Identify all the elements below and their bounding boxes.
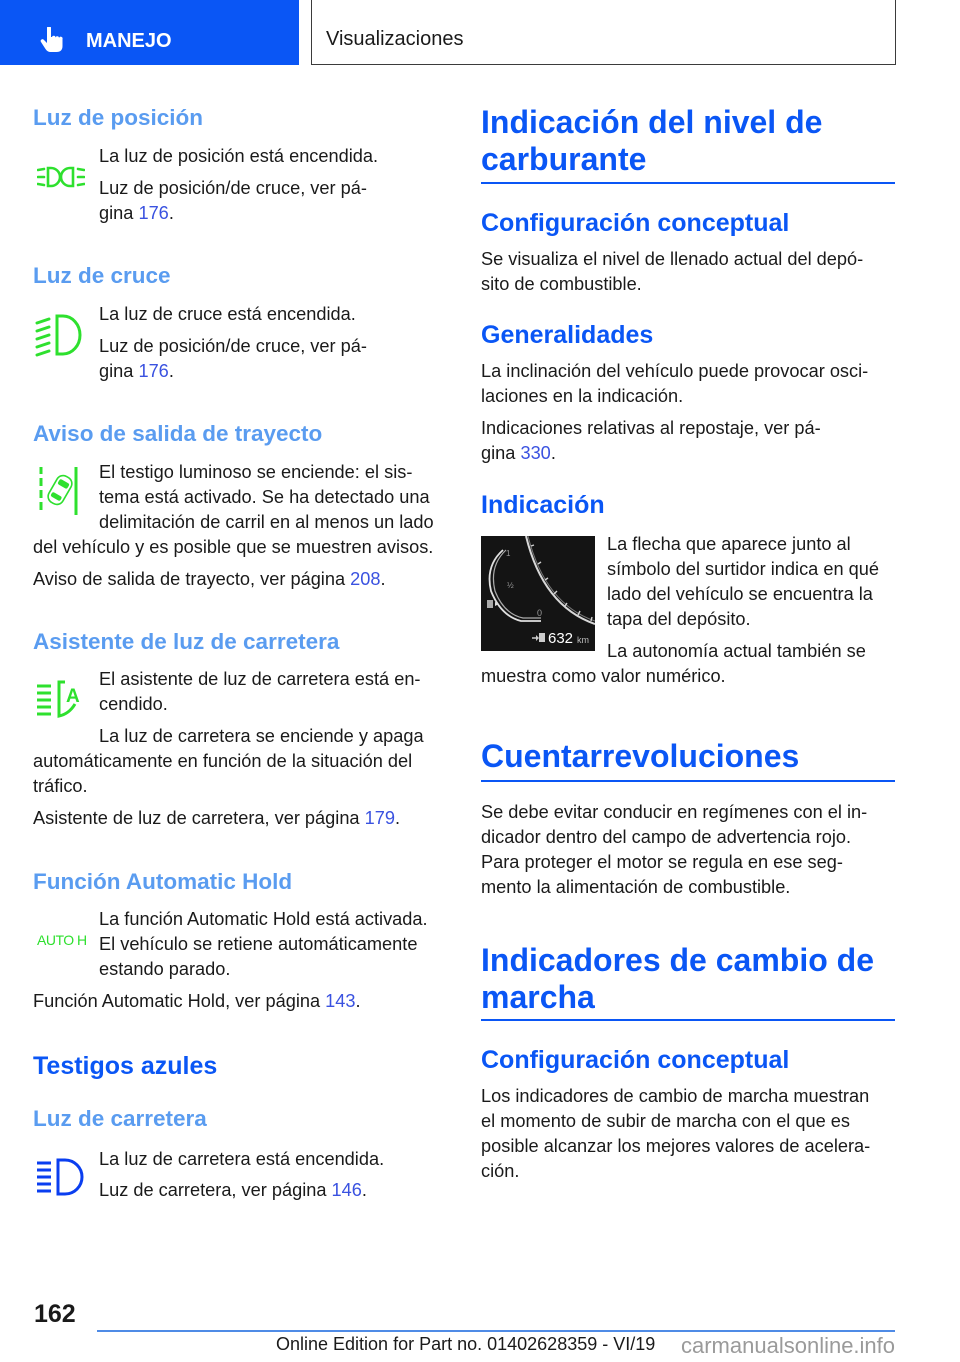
ref-suffix: .	[355, 991, 361, 1011]
page-link-208[interactable]: 208	[350, 569, 381, 589]
asistente-luz-text-5: tráfico.	[33, 776, 88, 796]
ref-prefix: gina	[99, 203, 139, 223]
luz-carretera-text-1: La luz de carretera está encendida.	[99, 1149, 385, 1169]
asistente-luz-ref	[33, 806, 400, 831]
fuel-gauge-image	[481, 536, 595, 651]
fuel-pump-arrow-icon	[532, 633, 545, 642]
edition-text: Online Edition for Part no. 01402628359 - VI/19	[276, 1334, 656, 1354]
title-cuentarrevoluciones: Cuentarrevoluciones	[481, 738, 800, 774]
luz-carretera-ref	[99, 1178, 367, 1203]
ref-suffix: .	[394, 808, 401, 828]
heading-asistente-luz: Asistente de luz de carretera	[33, 629, 340, 654]
indicacion-text-4: tapa del depósito.	[607, 609, 751, 629]
section-tab-manejo[interactable]	[0, 0, 299, 65]
generalidades-text-2: laciones en la indicación.	[481, 386, 684, 406]
asistente-luz-text-2: cendido.	[99, 694, 168, 714]
title-line-2: carburante	[481, 141, 647, 177]
svg-text:A: A	[66, 686, 80, 707]
luz-posicion-ref	[99, 201, 174, 226]
parking-light-icon	[37, 164, 85, 190]
svg-text:632: 632	[548, 630, 574, 647]
automatic-hold-text-3: estando parado.	[99, 959, 231, 979]
lane-departure-icon	[38, 466, 80, 516]
chapter-title-box	[311, 0, 896, 65]
ref-suffix: .	[168, 361, 174, 381]
ref-prefix: Luz de carretera, ver página	[99, 1180, 332, 1200]
aviso-salida-text-1: El testigo luminoso se enciende: el sis-	[99, 462, 413, 482]
low-beam-icon	[35, 313, 85, 357]
heading-config-conceptual-2: Configuración conceptual	[481, 1046, 790, 1074]
heading-luz-posicion: Luz de posición	[33, 105, 204, 130]
watermark[interactable]: carmanualsonline.info	[681, 1333, 896, 1358]
heading-config-conceptual-1: Configuración conceptual	[481, 209, 790, 237]
high-beam-icon	[36, 1158, 86, 1198]
ref-prefix: Función Automatic Hold, ver página	[33, 991, 326, 1011]
title-nivel-carburante	[481, 104, 822, 178]
config-text-2: sito de combustible.	[481, 274, 642, 294]
svg-text:1: 1	[506, 549, 511, 558]
page-link-176[interactable]: 176	[138, 361, 169, 381]
cuentarrevoluciones-text-1: Se debe evitar conducir en regímenes con el in-	[481, 802, 868, 822]
svg-text:0: 0	[537, 608, 543, 618]
indicacion-text-5: La autonomía actual también se	[607, 641, 866, 661]
title-underline	[481, 182, 895, 184]
heading-automatic-hold: Función Automatic Hold	[33, 869, 293, 894]
indicacion-text-3: lado del vehículo se encuentra la	[607, 584, 873, 604]
title-indicadores-cambio	[481, 942, 874, 1016]
cuentarrevoluciones-text-4: mento la alimentación de combustible.	[481, 877, 791, 897]
aviso-salida-text-3: delimitación de carril en al menos un lado	[99, 512, 434, 532]
luz-cruce-text-1: La luz de cruce está encendida.	[99, 304, 356, 324]
asistente-luz-text-4: automáticamente en función de la situación del	[33, 751, 413, 771]
generalidades-text-3: Indicaciones relativas al repostaje, ver pá-	[481, 418, 821, 438]
luz-posicion-text-1: La luz de posición está encendida.	[99, 146, 379, 166]
ref-prefix: Aviso de salida de trayecto, ver página	[33, 569, 351, 589]
aviso-salida-text-2: tema está activado. Se ha detectado una	[99, 487, 430, 507]
cuentarrevoluciones-text-3: Para proteger el motor se regula en ese seg-	[481, 852, 843, 872]
cambio-config-text-3: posible alcanzar los mejores valores de acelera-	[481, 1136, 871, 1156]
auto-hold-icon: AUTO H	[37, 932, 87, 948]
ref-suffix: .	[168, 203, 174, 223]
heading-luz-cruce: Luz de cruce	[33, 263, 171, 288]
cambio-config-text-1: Los indicadores de cambio de marcha muestran	[481, 1086, 870, 1106]
page-link-179[interactable]: 179	[364, 808, 395, 828]
ref-suffix: .	[550, 443, 556, 463]
high-beam-assistant-icon	[36, 680, 84, 720]
page-number: 162	[34, 1300, 76, 1328]
indicacion-text-2: símbolo del surtidor indica en qué	[607, 559, 879, 579]
cuentarrevoluciones-text-2: dicador dentro del campo de advertencia rojo.	[481, 827, 852, 847]
title-underline	[481, 1019, 895, 1021]
asistente-luz-text-3: La luz de carretera se enciende y apaga	[99, 726, 424, 746]
section-tab-label: MANEJO	[86, 30, 172, 52]
cambio-config-text-4: ción.	[481, 1161, 520, 1181]
heading-luz-carretera: Luz de carretera	[33, 1106, 207, 1131]
ref-prefix: gina	[481, 443, 521, 463]
page-link-146[interactable]: 146	[331, 1180, 362, 1200]
asistente-luz-text-1: El asistente de luz de carretera está en-	[99, 669, 421, 689]
title-line-1: Indicadores de cambio de	[481, 942, 874, 978]
page-link-330[interactable]: 330	[520, 443, 551, 463]
page-link-176[interactable]: 176	[138, 203, 169, 223]
automatic-hold-text-2: El vehículo se retiene automáticamente	[99, 934, 418, 954]
automatic-hold-ref	[33, 989, 361, 1014]
svg-text:km: km	[577, 635, 589, 645]
ref-prefix: gina	[99, 361, 139, 381]
ref-suffix: .	[380, 569, 386, 589]
indicacion-text-6: muestra como valor numérico.	[481, 666, 726, 686]
luz-cruce-ref	[99, 359, 174, 384]
indicacion-text-1: La flecha que aparece junto al	[607, 534, 851, 554]
aviso-salida-text-4: del vehículo y es posible que se muestren avisos.	[33, 537, 434, 557]
heading-aviso-salida: Aviso de salida de trayecto	[33, 421, 323, 446]
title-line-2: marcha	[481, 979, 595, 1015]
hand-pointer-icon	[40, 27, 64, 53]
config-text-1: Se visualiza el nivel de llenado actual del depó-	[481, 249, 864, 269]
generalidades-text-1: La inclinación del vehículo puede provocar osci-	[481, 361, 869, 381]
ref-prefix: Asistente de luz de carretera, ver página	[33, 808, 365, 828]
svg-text:½: ½	[507, 581, 514, 590]
heading-testigos-azules: Testigos azules	[33, 1052, 218, 1080]
luz-cruce-text-2: Luz de posición/de cruce, ver pá-	[99, 336, 367, 356]
fuel-gauge-dial	[481, 536, 595, 651]
title-underline	[481, 780, 895, 782]
heading-generalidades: Generalidades	[481, 321, 654, 349]
chapter-title: Visualizaciones	[326, 28, 464, 50]
automatic-hold-text-1: La función Automatic Hold está activada.	[99, 909, 428, 929]
generalidades-ref	[481, 441, 556, 466]
ref-suffix: .	[361, 1180, 367, 1200]
title-line-1: Indicación del nivel de	[481, 104, 823, 140]
footer-rule	[415, 1330, 895, 1332]
cambio-config-text-2: el momento de subir de marcha con el que es	[481, 1111, 851, 1131]
heading-indicacion: Indicación	[481, 491, 605, 519]
footer-rule	[97, 1330, 415, 1332]
luz-posicion-text-2: Luz de posición/de cruce, ver pá-	[99, 178, 367, 198]
aviso-salida-ref	[33, 567, 386, 592]
page-link-143[interactable]: 143	[325, 991, 356, 1011]
